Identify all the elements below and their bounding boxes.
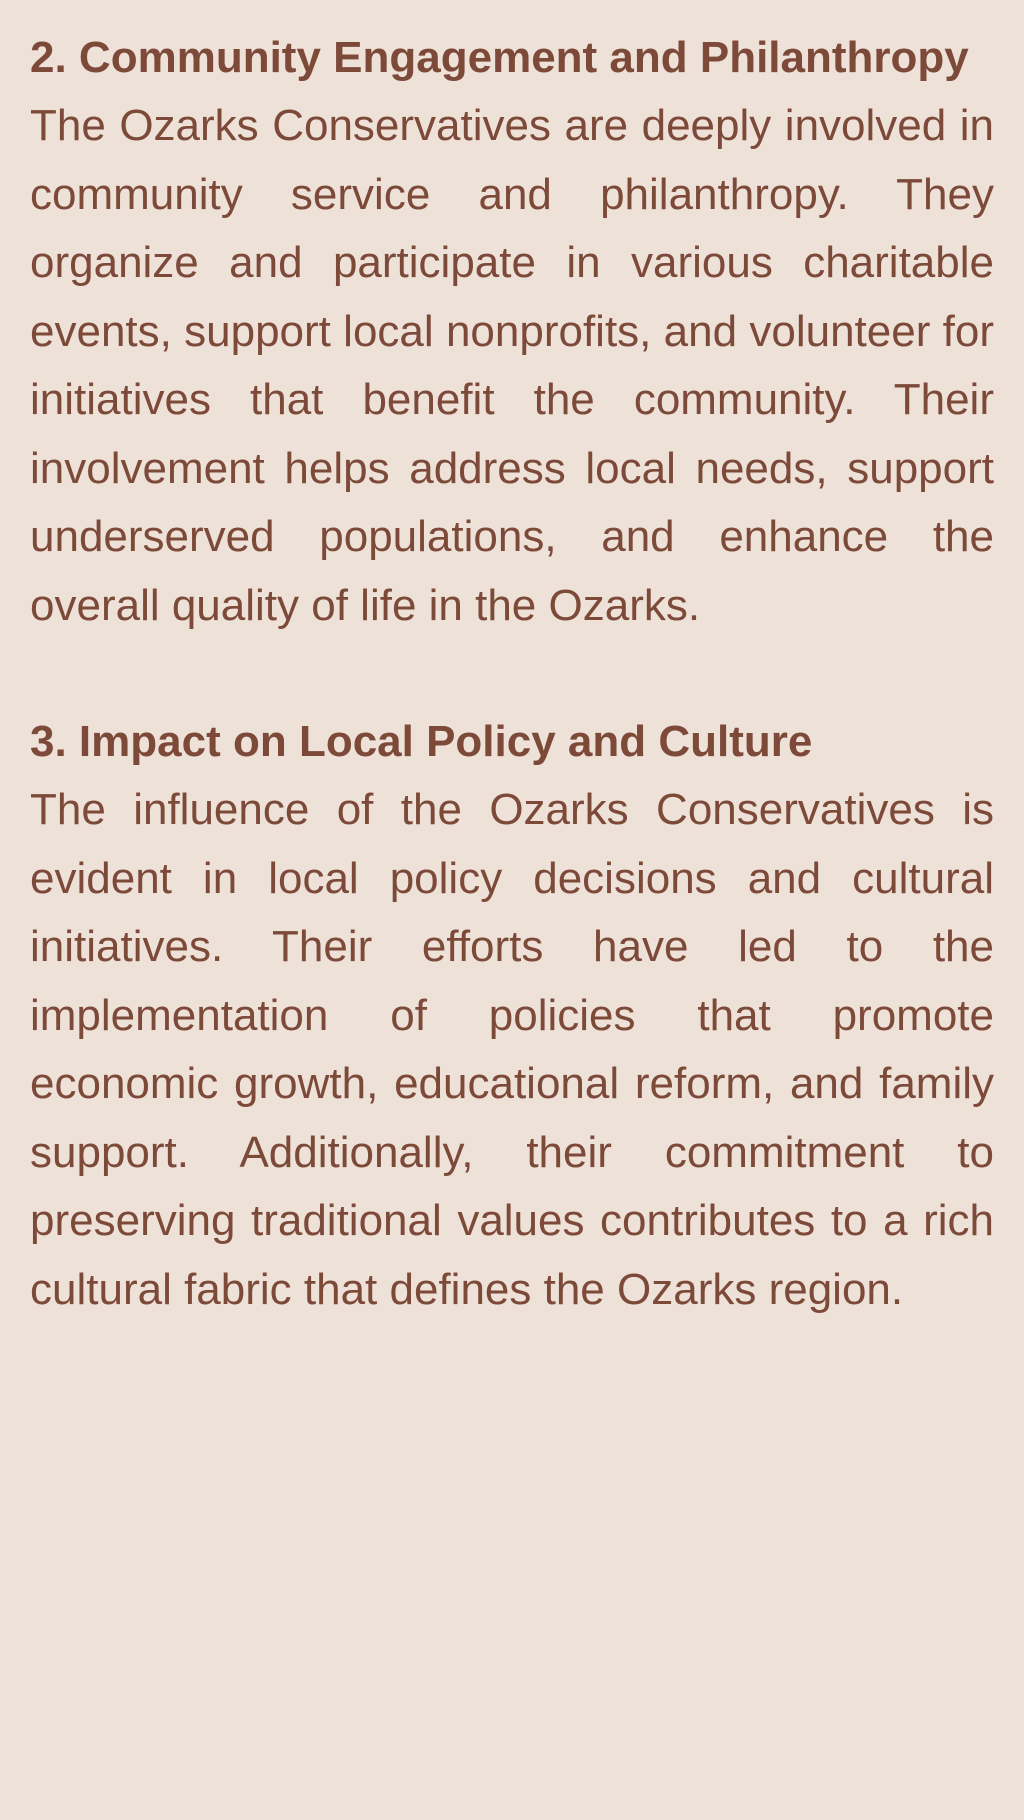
section-heading: 2. Community Engagement and Philanthropy	[30, 33, 969, 82]
section-community-engagement	[30, 24, 994, 640]
section-local-policy-culture	[30, 708, 994, 1324]
section-paragraph: The Ozarks Conservatives are deeply involved in community service and philanthropy. They organize and participate in various charitable events, support local nonprofits, and volunteer for initiatives that benefit the community. Their involvement helps address local needs, support underserved populations, and enhance the overall quality of life in the Ozarks.	[30, 101, 994, 630]
section-heading: 3. Impact on Local Policy and Culture	[30, 717, 813, 766]
section-paragraph: The influence of the Ozarks Conservatives is evident in local policy decisions and cultural initiatives. Their efforts have led to the implementation of policies that promote economic growth, educational reform, and family support. Additionally, their commitment to preserving traditional values contributes to a rich cultural fabric that defines the Ozarks region.	[30, 785, 994, 1314]
